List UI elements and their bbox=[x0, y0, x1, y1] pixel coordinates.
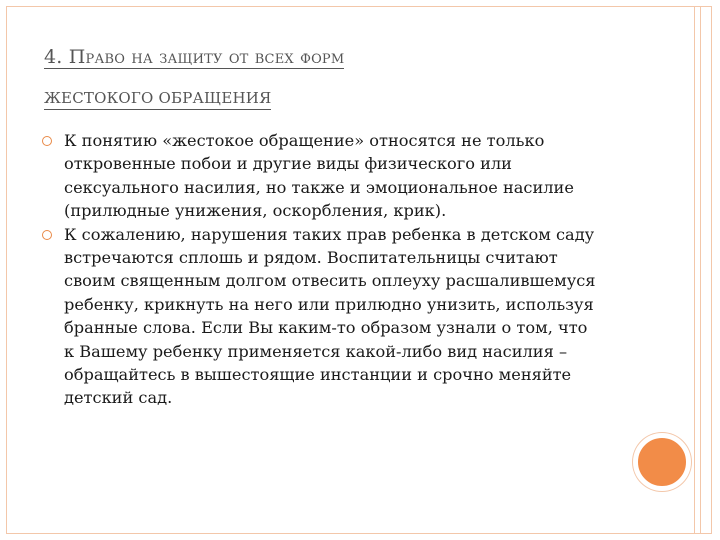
slide-title-line1: 4. Право на защиту от всех форм bbox=[44, 46, 345, 68]
bullet-text: К сожалению, нарушения таких прав ребенка в детском саду встречаются сплошь и рядом. Воспитательницы считают своим священным долгом отвесить оплеуху расшалившемуся ребенку, крикнуть на него или прилюдно унизить, используя бранные слова. Если Вы каким-то образом узнали о том, что к Вашему ребенку применяется какой-либо вид насилия – обращайтесь в вышестоящие инстанции и срочно меняйте детский сад. bbox=[64, 224, 596, 408]
slide-title-line2: ЖЕСТОКОГО ОБРАЩЕНИЯ bbox=[44, 88, 271, 110]
slide-border-line bbox=[700, 6, 701, 534]
bullet-item-2 bbox=[42, 223, 602, 410]
slide-border-line bbox=[694, 6, 695, 534]
decorative-orange-circle bbox=[633, 433, 691, 491]
circle-bullet-icon bbox=[42, 230, 52, 240]
bullet-text: К понятию «жестокое обращение» относятся не только откровенные побои и другие виды физического или сексуального насилия, но также и эмоциональное насилие (прилюдные унижения, оскорбления, крик). bbox=[64, 131, 574, 221]
slide-title bbox=[44, 40, 604, 116]
slide-body bbox=[42, 129, 602, 410]
bullet-item-1 bbox=[42, 129, 602, 223]
circle-bullet-icon bbox=[42, 136, 52, 146]
